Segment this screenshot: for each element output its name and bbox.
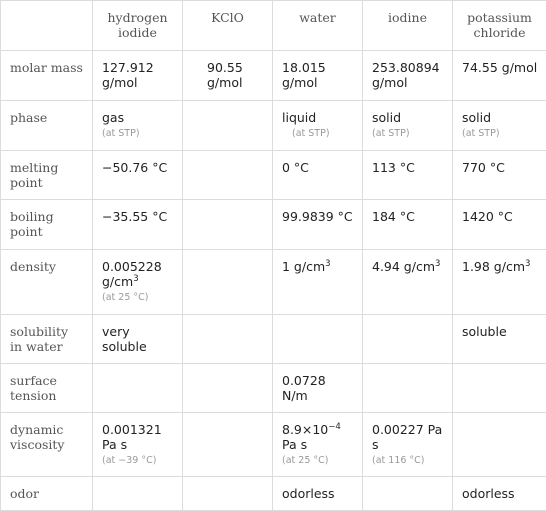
row-label: dynamic viscosity: [1, 413, 93, 477]
cell-iodine: [363, 315, 453, 364]
row-label: molar mass: [1, 51, 93, 101]
column-header-water: water: [273, 1, 363, 51]
cell-value: 0.001321 Pa s: [102, 422, 162, 452]
cell-value: odorless: [282, 486, 335, 501]
cell-kcl: [453, 101, 546, 151]
cell-water: [273, 151, 363, 200]
cell-value: 4.94 g/cm: [372, 259, 436, 274]
cell-kclo: [183, 413, 273, 477]
cell-value: 184 °C: [372, 209, 415, 224]
cell-iodine: [363, 364, 453, 413]
cell-kclo: [183, 477, 273, 511]
cell-kclo: [183, 101, 273, 151]
cell-superscript: 3: [435, 259, 441, 269]
cell-water: [273, 101, 363, 151]
table-body: [1, 51, 546, 511]
cell-hi: [93, 315, 183, 364]
row-label: surface tension: [1, 364, 93, 413]
cell-value: soluble: [462, 324, 507, 339]
cell-superscript: 3: [133, 274, 139, 284]
cell-value: 0.0728 N/m: [282, 373, 326, 403]
cell-kcl: [453, 477, 546, 511]
cell-iodine: [363, 413, 453, 477]
cell-value: 127.912 g/mol: [102, 60, 154, 90]
table-row: [1, 477, 546, 511]
cell-value: 0.005228 g/cm: [102, 259, 162, 289]
cell-water: [273, 477, 363, 511]
table-row: [1, 51, 546, 101]
cell-water: [273, 413, 363, 477]
cell-condition-note: (at 25 °C): [102, 292, 149, 303]
cell-iodine: [363, 200, 453, 250]
cell-water: [273, 315, 363, 364]
cell-value: 18.015 g/mol: [282, 60, 326, 90]
cell-value: 1.98 g/cm: [462, 259, 526, 274]
cell-iodine: [363, 477, 453, 511]
cell-superscript: −4: [328, 422, 341, 432]
cell-value: liquid: [282, 110, 317, 125]
cell-kclo: [183, 151, 273, 200]
row-label: boiling point: [1, 200, 93, 250]
cell-condition-note: (at STP): [372, 128, 410, 139]
corner-cell: [1, 1, 93, 51]
cell-condition-note: (at STP): [292, 128, 330, 139]
table-row: [1, 413, 546, 477]
cell-kcl: [453, 151, 546, 200]
cell-iodine: [363, 51, 453, 101]
row-label: solubility in water: [1, 315, 93, 364]
cell-kcl: [453, 51, 546, 101]
cell-value: 8.9×10: [282, 422, 329, 437]
table-row: [1, 151, 546, 200]
cell-water: [273, 200, 363, 250]
cell-value: 74.55 g/mol: [462, 60, 538, 75]
table-row: [1, 315, 546, 364]
cell-kclo: [183, 315, 273, 364]
cell-value: solid: [462, 110, 492, 125]
cell-hi: [93, 364, 183, 413]
cell-iodine: [363, 101, 453, 151]
cell-kcl: [453, 250, 546, 315]
cell-value: 99.9839 °C: [282, 209, 353, 224]
cell-hi: [93, 250, 183, 315]
cell-value: −50.76 °C: [102, 160, 168, 175]
cell-water: [273, 51, 363, 101]
cell-condition-note: (at 25 °C): [282, 455, 329, 466]
cell-kcl: [453, 413, 546, 477]
cell-condition-note: (at STP): [462, 128, 500, 139]
cell-kclo: [183, 364, 273, 413]
cell-value: 770 °C: [462, 160, 505, 175]
cell-value: 0 °C: [282, 160, 309, 175]
column-header-iodine: iodine: [363, 1, 453, 51]
cell-value: −35.55 °C: [102, 209, 168, 224]
cell-condition-note: (at STP): [102, 128, 140, 139]
cell-value: 0.00227 Pa s: [372, 422, 443, 452]
cell-value: 113 °C: [372, 160, 415, 175]
column-header-hydrogen-iodide: hydrogen iodide: [93, 1, 183, 51]
column-header-kclo: KClO: [183, 1, 273, 51]
cell-hi: [93, 477, 183, 511]
cell-kclo: [183, 200, 273, 250]
cell-iodine: [363, 250, 453, 315]
cell-value: 1420 °C: [462, 209, 513, 224]
cell-value: solid: [372, 110, 402, 125]
cell-value: odorless: [462, 486, 515, 501]
cell-condition-note: (at −39 °C): [102, 455, 157, 466]
row-label: melting point: [1, 151, 93, 200]
cell-value: gas: [102, 110, 125, 125]
cell-value: very soluble: [102, 324, 147, 354]
cell-hi: [93, 200, 183, 250]
cell-hi: [93, 101, 183, 151]
column-header-potassium-chloride: potassium chloride: [453, 1, 546, 51]
table-row: [1, 101, 546, 151]
cell-kcl: [453, 200, 546, 250]
cell-value: 90.55 g/mol: [207, 60, 243, 90]
table-row: [1, 364, 546, 413]
cell-hi: [93, 51, 183, 101]
cell-water: [273, 250, 363, 315]
cell-value-suffix: Pa s: [282, 437, 308, 452]
row-label: phase: [1, 101, 93, 151]
cell-superscript: 3: [325, 259, 331, 269]
row-label: density: [1, 250, 93, 315]
cell-iodine: [363, 151, 453, 200]
table-row: [1, 250, 546, 315]
cell-kcl: [453, 315, 546, 364]
cell-condition-note: (at 116 °C): [372, 455, 425, 466]
cell-kclo: [183, 250, 273, 315]
cell-value: 253.80894 g/mol: [372, 60, 440, 90]
cell-kcl: [453, 364, 546, 413]
cell-superscript: 3: [525, 259, 531, 269]
cell-value: 1 g/cm: [282, 259, 326, 274]
cell-water: [273, 364, 363, 413]
table-row: [1, 200, 546, 250]
header-row: [1, 1, 546, 51]
cell-hi: [93, 413, 183, 477]
row-label: odor: [1, 477, 93, 511]
cell-hi: [93, 151, 183, 200]
cell-kclo: [183, 51, 273, 101]
